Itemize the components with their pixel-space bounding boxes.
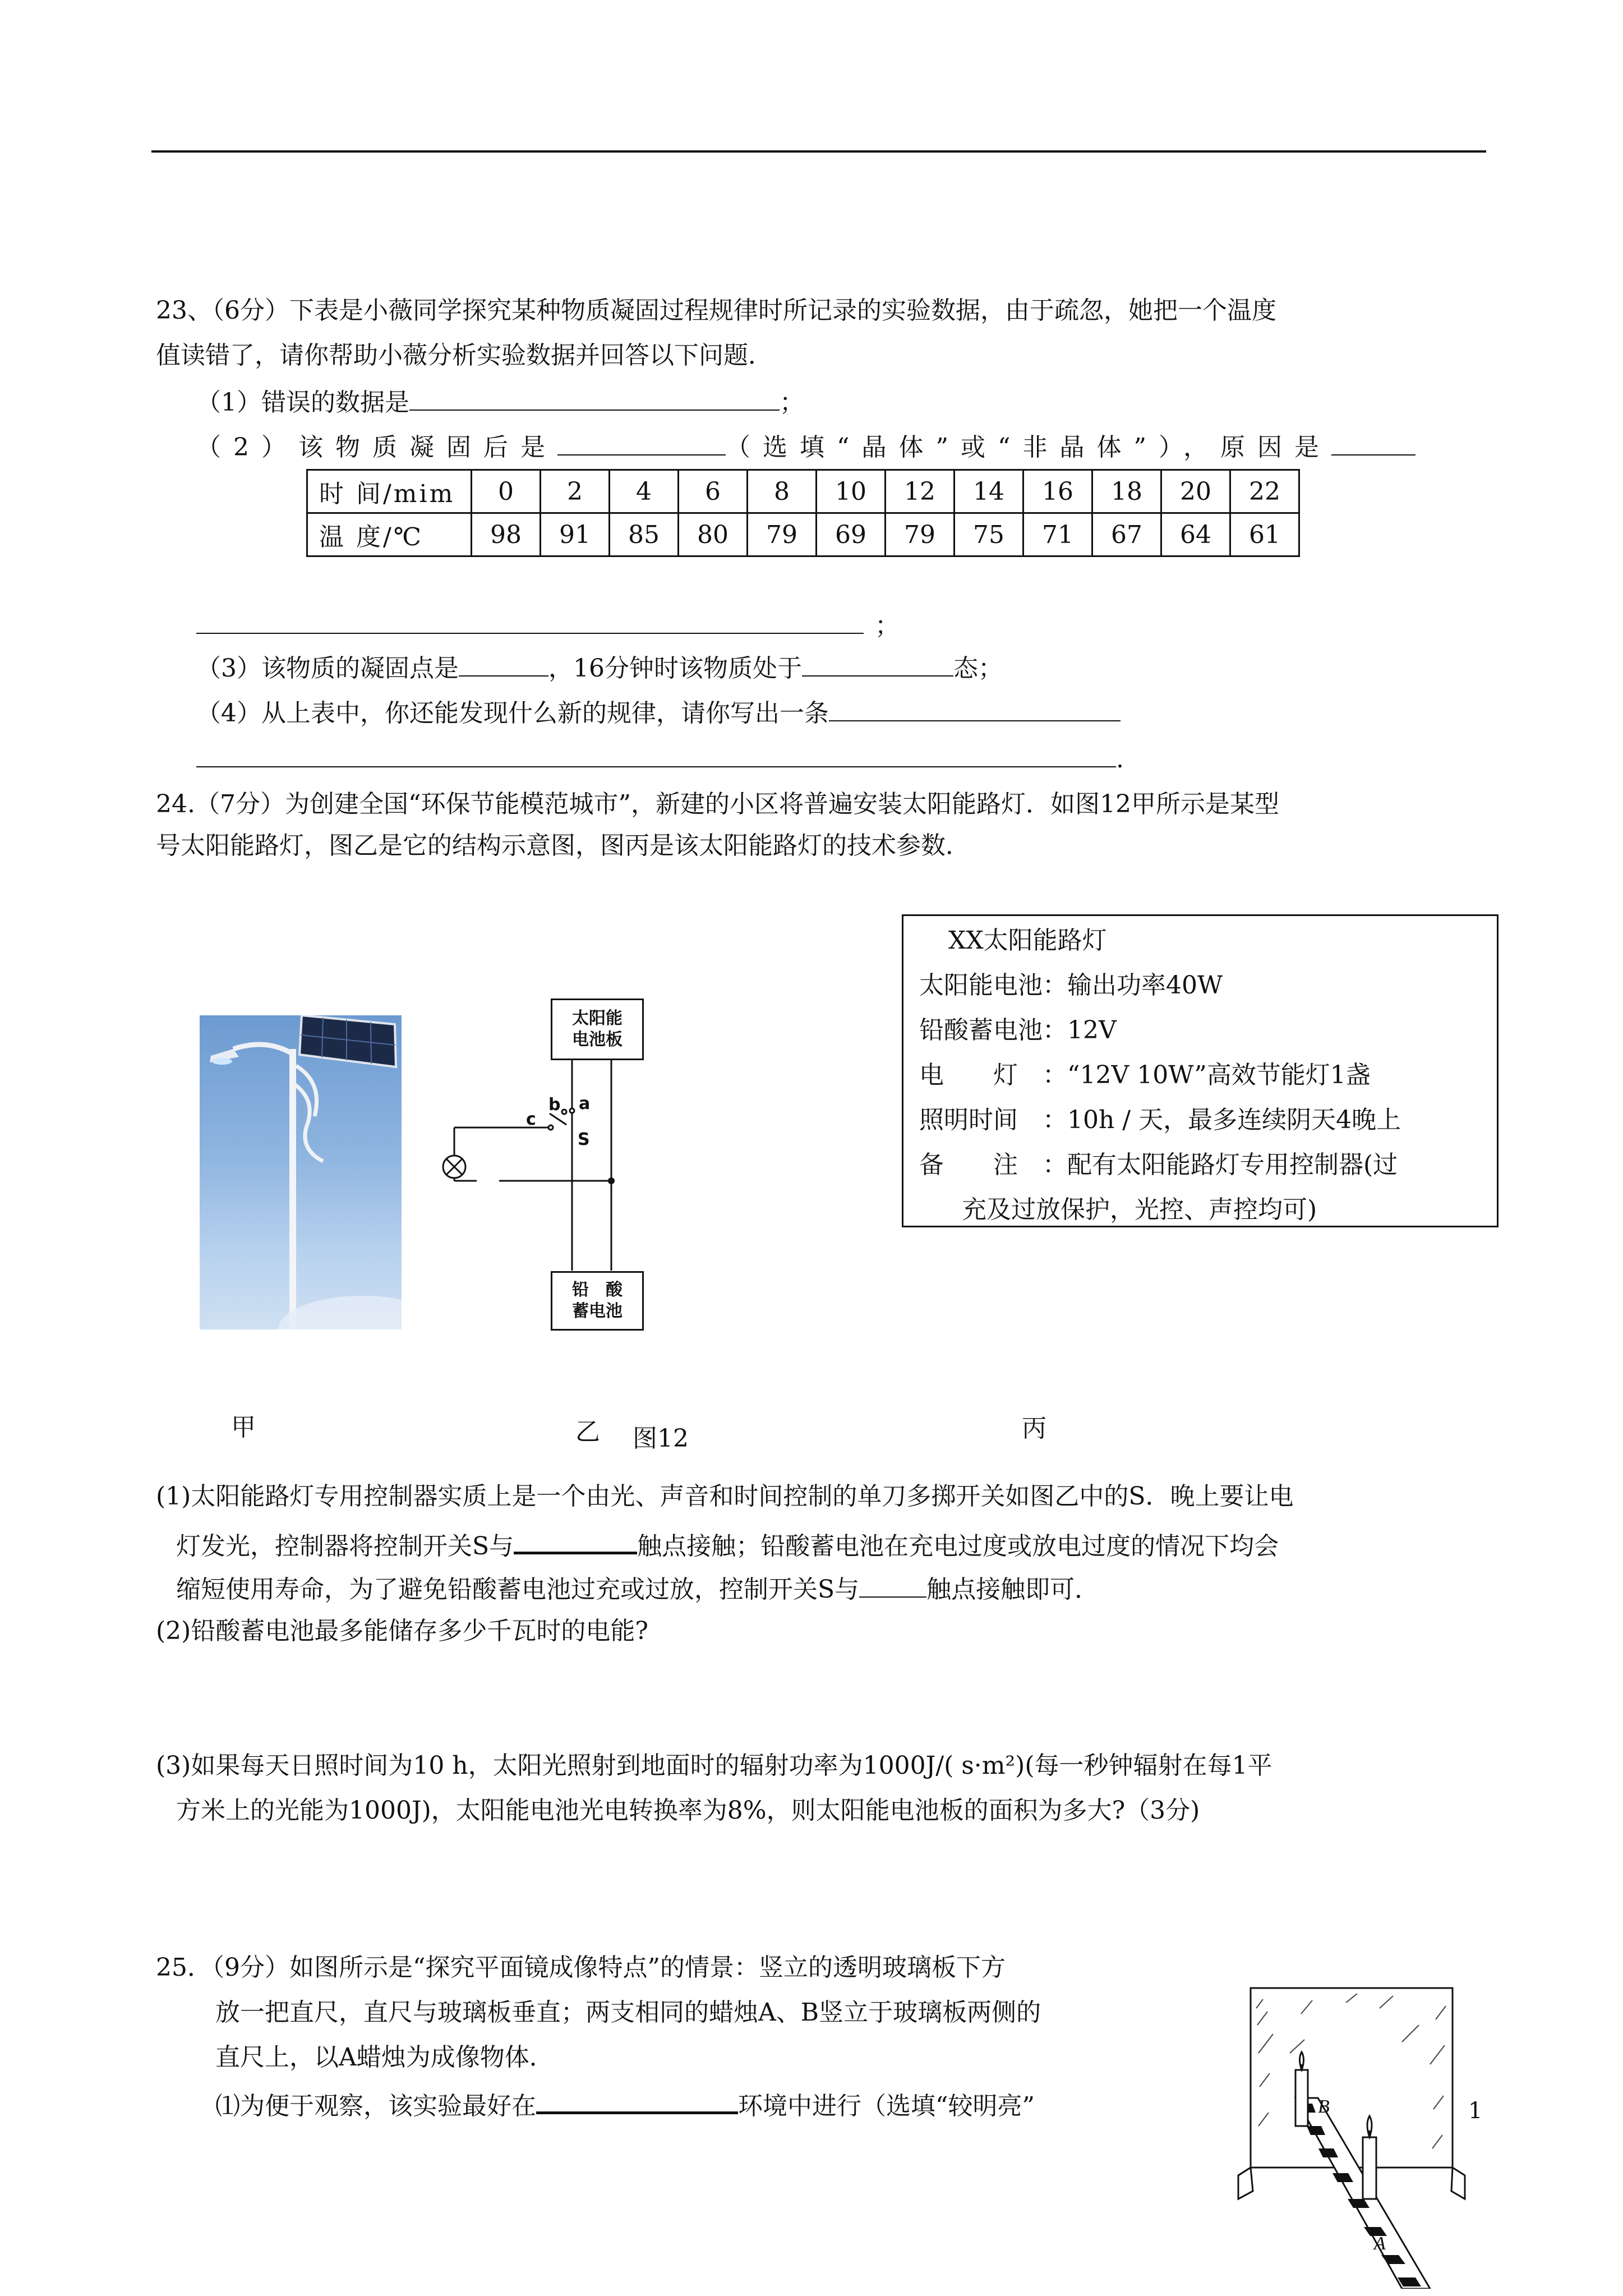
solar-panel-label-1: 太阳能 bbox=[572, 1009, 623, 1028]
temp-cell: 85 bbox=[610, 513, 679, 556]
temp-cell: 75 bbox=[955, 513, 1023, 556]
q24-part1-line1: (1)太阳能路灯专用控制器实质上是一个由光、声音和时间控制的单刀多掷开关如图乙中的S．晚上要让电 bbox=[156, 1482, 1294, 1511]
time-cell: 16 bbox=[1023, 470, 1092, 513]
q23-intro-line1: 23、（6分）下表是小薇同学探究某种物质凝固过程规律时所记录的实验数据，由于疏忽，她把一个温度 bbox=[156, 296, 1276, 325]
candle-a-label: A bbox=[1374, 2233, 1386, 2254]
q24-intro-line2: 号太阳能路灯，图乙是它的结构示意图，图丙是该太阳能路灯的技术参数． bbox=[156, 831, 970, 860]
q23-part2-end: ； bbox=[875, 611, 900, 640]
battery-box bbox=[551, 1271, 644, 1331]
q23-part1-answer-blank[interactable] bbox=[409, 385, 780, 411]
q23-part3-mid: ，16分钟时该物质处于 bbox=[548, 654, 802, 683]
temp-cell: 79 bbox=[886, 513, 955, 556]
spec-line: 备 注 ：配有太阳能路灯专用控制器(过 bbox=[919, 1151, 1398, 1179]
temp-cell: 69 bbox=[817, 513, 886, 556]
q23-data-table bbox=[306, 469, 1300, 557]
temp-header: 温 度/℃ bbox=[307, 513, 472, 556]
q24-part1-text-a: 灯发光，控制器将控制开关S与 bbox=[176, 1532, 514, 1561]
time-cell: 0 bbox=[472, 470, 541, 513]
time-cell: 2 bbox=[541, 470, 610, 513]
q25-line3: 直尺上，以A蜡烛为成像物体． bbox=[215, 2043, 554, 2072]
q24-part1-text-d: 触点接触即可． bbox=[926, 1575, 1100, 1604]
caption-jia: 甲 bbox=[231, 1413, 256, 1442]
q24-part1-line3 bbox=[176, 1572, 1099, 1605]
temp-cell: 67 bbox=[1092, 513, 1161, 556]
plane-mirror-figure bbox=[1234, 1986, 1481, 2289]
street-lamp-drawing bbox=[200, 1015, 402, 1329]
table-row-time bbox=[307, 470, 1299, 513]
contact-label-b: b bbox=[548, 1095, 561, 1115]
solar-street-lamp-photo bbox=[200, 1015, 402, 1329]
q25-part1-label: ⑴为便于观察，该实验最好在 bbox=[215, 2092, 536, 2120]
candle-b-label: B bbox=[1318, 2096, 1330, 2117]
q25-part1 bbox=[215, 2087, 1035, 2122]
temp-cell: 80 bbox=[679, 513, 748, 556]
contact-label-c: c bbox=[526, 1110, 536, 1129]
q23-part2-label: （2）该物质凝固后是 bbox=[196, 433, 557, 462]
spec-title: XX太阳能路灯 bbox=[948, 926, 1107, 955]
time-cell: 20 bbox=[1161, 470, 1230, 513]
q23-part3-label: （3）该物质的凝固点是 bbox=[196, 654, 459, 683]
solar-panel-box bbox=[551, 999, 644, 1060]
q25-line2: 放一把直尺，直尺与玻璃板垂直；两支相同的蜡烛A、B竖立于玻璃板两侧的 bbox=[215, 1998, 1041, 2027]
solar-panel-label-2: 电池板 bbox=[572, 1030, 623, 1050]
q24-part1-line2 bbox=[176, 1527, 1279, 1562]
table-row-temp bbox=[307, 513, 1299, 556]
q24-intro-line1: 24.（7分）为创建全国“环保节能模范城市”，新建的小区将普遍安装太阳能路灯．如图12甲所示是某型 bbox=[156, 790, 1279, 818]
time-cell: 14 bbox=[955, 470, 1023, 513]
time-cell: 10 bbox=[817, 470, 886, 513]
spec-line: 电 灯 ：“12V 10W”高效节能灯1盏 bbox=[919, 1061, 1371, 1089]
header-rule bbox=[151, 150, 1486, 153]
time-cell: 4 bbox=[610, 470, 679, 513]
temp-cell: 61 bbox=[1230, 513, 1299, 556]
q23-part4-continuation bbox=[196, 742, 1124, 775]
q24-part3-line1: (3)如果每天日照时间为10 h，太阳光照射到地面时的辐射功率为1000J/( s·m²)(每一秒钟辐射在每1平 bbox=[156, 1751, 1272, 1780]
q23-part2 bbox=[196, 430, 1415, 463]
mirror-experiment-drawing bbox=[1234, 1986, 1481, 2289]
circuit-diagram bbox=[426, 999, 684, 1335]
switch-label-s: S bbox=[578, 1130, 590, 1149]
temp-cell: 98 bbox=[472, 513, 541, 556]
spec-table-box bbox=[902, 914, 1498, 1227]
caption-yi: 乙 bbox=[575, 1418, 600, 1446]
q23-part4 bbox=[196, 696, 1121, 729]
q24-contact-night-blank[interactable] bbox=[514, 1527, 637, 1554]
q23-part2-reason-blank[interactable] bbox=[1331, 430, 1415, 455]
time-cell: 18 bbox=[1092, 470, 1161, 513]
temp-cell: 64 bbox=[1161, 513, 1230, 556]
figure-caption: 图12 bbox=[633, 1424, 689, 1453]
q23-part4-end: . bbox=[1116, 745, 1124, 774]
time-header: 时 间/mim bbox=[307, 470, 472, 513]
time-cell: 8 bbox=[748, 470, 817, 513]
q23-part2-answer-blank[interactable] bbox=[557, 430, 726, 455]
q25-part1-options: 环境中进行（选填“较明亮” bbox=[738, 2092, 1035, 2120]
contact-label-a: a bbox=[579, 1094, 591, 1114]
q24-part3-line2: 方米上的光能为1000J)，太阳能电池光电转换率为8%，则太阳能电池板的面积为多大?（3分) bbox=[176, 1796, 1200, 1825]
q23-part3 bbox=[196, 651, 1003, 684]
q24-contact-protect-blank[interactable] bbox=[859, 1572, 926, 1598]
battery-label-1: 铅 酸 bbox=[572, 1280, 623, 1300]
q23-part2-mid: （选填“晶体”或“非晶体”），原因是 bbox=[726, 433, 1331, 462]
q23-rule-blank[interactable] bbox=[829, 696, 1121, 721]
temp-cell: 91 bbox=[541, 513, 610, 556]
q25-environment-blank[interactable] bbox=[536, 2087, 738, 2114]
caption-bing: 丙 bbox=[1022, 1414, 1046, 1443]
q24-part2: (2)铅酸蓄电池最多能储存多少千瓦时的电能? bbox=[156, 1617, 648, 1645]
time-cell: 22 bbox=[1230, 470, 1299, 513]
q23-part1-label: （1）错误的数据是 bbox=[196, 388, 409, 417]
q23-part2-continuation bbox=[196, 608, 900, 642]
q23-part2-reason-blank-2[interactable] bbox=[196, 608, 864, 634]
spec-line: 太阳能电池：输出功率40W bbox=[919, 971, 1223, 1000]
q24-part1-text-c: 缩短使用寿命，为了避免铅酸蓄电池过充或过放，控制开关S与 bbox=[176, 1575, 860, 1604]
spec-line: 充及过放保护，光控、声控均可) bbox=[937, 1195, 1317, 1224]
q23-intro-line2: 值读错了，请你帮助小薇分析实验数据并回答以下问题． bbox=[156, 341, 773, 370]
q25-line1: 25．（9分）如图所示是“探究平面镜成像特点”的情景：竖立的透明玻璃板下方 bbox=[156, 1953, 1006, 1982]
time-cell: 12 bbox=[886, 470, 955, 513]
q23-state-blank[interactable] bbox=[802, 651, 953, 677]
time-cell: 6 bbox=[679, 470, 748, 513]
q23-part1 bbox=[196, 385, 804, 418]
spec-line: 照明时间 ：10h / 天，最多连续阴天4晚上 bbox=[919, 1106, 1401, 1134]
temp-cell: 79 bbox=[748, 513, 817, 556]
battery-label-2: 蓄电池 bbox=[572, 1301, 623, 1321]
temp-cell: 71 bbox=[1023, 513, 1092, 556]
q23-part1-end: ； bbox=[780, 388, 804, 417]
q23-part4-label: （4）从上表中，你还能发现什么新的规律，请你写出一条 bbox=[196, 699, 829, 728]
q23-rule-blank-2[interactable] bbox=[196, 742, 1116, 767]
q23-part3-end: 态； bbox=[953, 654, 1003, 683]
spec-line: 铅酸蓄电池：12V bbox=[919, 1016, 1117, 1045]
q23-freezing-point-blank[interactable] bbox=[459, 651, 548, 677]
lamp-symbol-icon bbox=[443, 1156, 465, 1178]
page-number: 1 bbox=[1468, 2098, 1483, 2124]
q24-part1-text-b: 触点接触；铅酸蓄电池在充电过度或放电过度的情况下均会 bbox=[637, 1532, 1279, 1561]
